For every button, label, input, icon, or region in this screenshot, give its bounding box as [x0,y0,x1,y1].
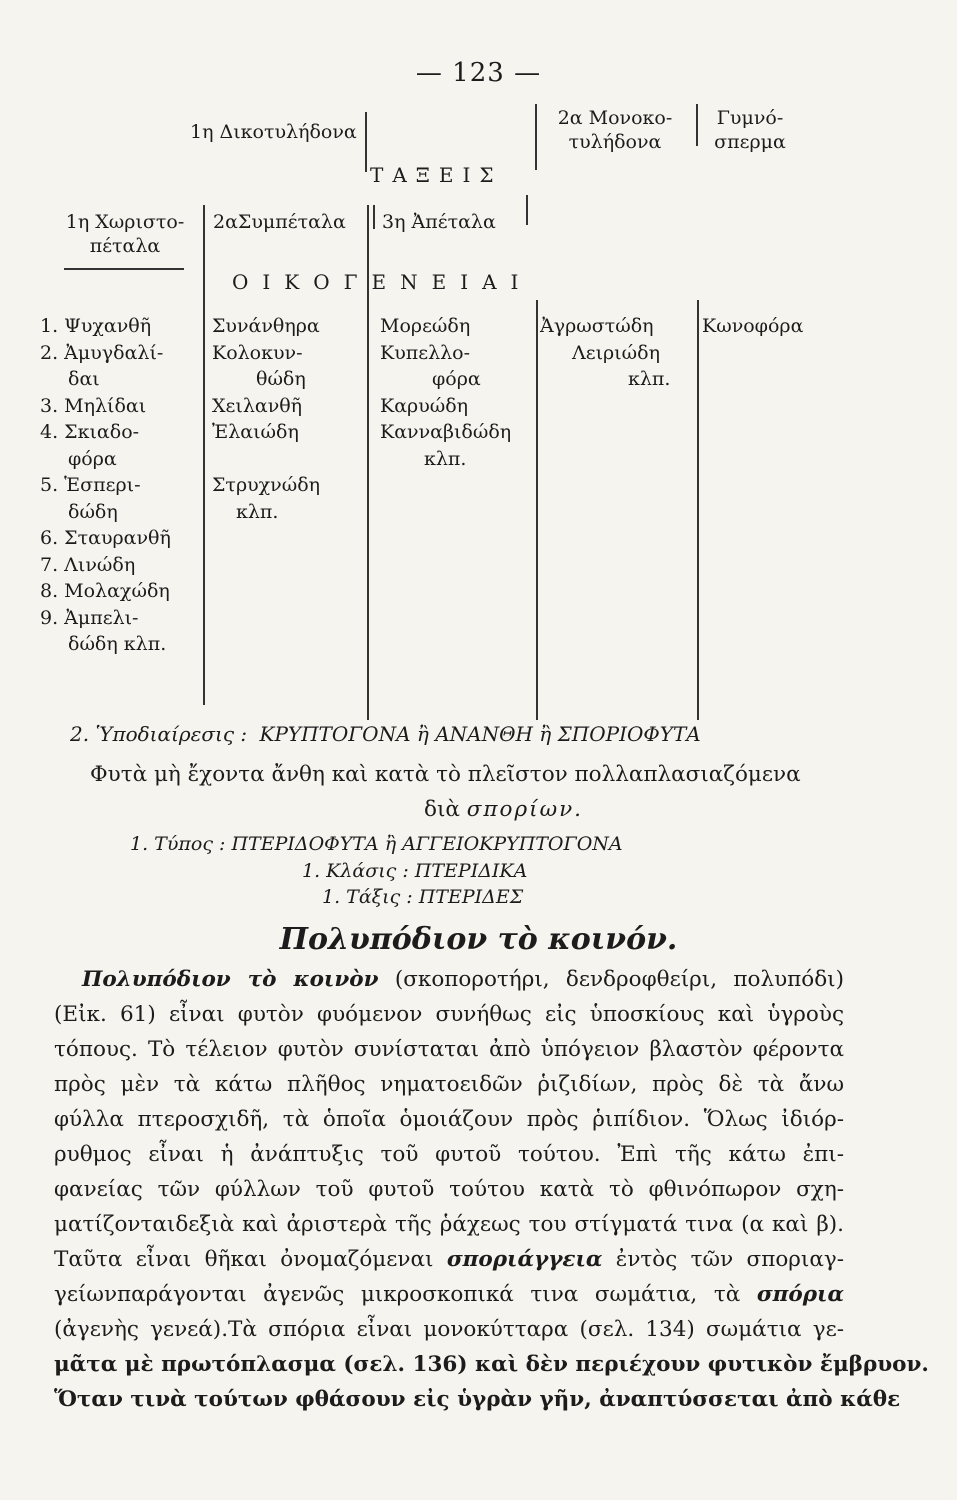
text: γείωνπαράγονται ἀγενῶς μικροσκοπικά τινα σωμάτια, τὰ [54,1282,741,1307]
paragraph-line: φύλλα πτεροσχιδῆ, τὰ ὁποῖα ὁμοιάζουν πρὸς ῥιπίδιον. Ὅλως ἰδιόρ- [54,1107,844,1132]
class-gymno-line: Γυμνό- [716,107,784,129]
paragraph-line: (ἀγενὴς γενεά).Τὰ σπόρια εἶναι μονοκύτταρα (σελ. 134) σωμάτια γε- [54,1317,844,1342]
order-choripetala-line: 1η Χωριστο- [65,211,185,233]
family-col-3 [380,313,511,472]
order-choripetala-line: πέταλα [89,235,161,257]
family-item: κλπ. [424,447,467,470]
family-item: 6. Σταυρανθῆ [40,527,171,549]
family-item: Καρυώδη [380,394,469,417]
type-heading [130,833,623,855]
table-rule [536,300,538,720]
order-label: 1. Τάξις : [322,886,413,908]
type-value: ΠΤΕΡΙΔΟΦΥΤΑ ἢ ΑΓΓΕΙΟΚΡΥΠΤΟΓΟΝΑ [231,833,623,855]
table-rule [696,104,698,146]
family-item: κλπ. [628,368,671,390]
family-item: Στρυχνώδη [212,474,321,496]
orders-title: ΤΑΞΕΙΣ [370,163,503,187]
paragraph-line [82,966,844,994]
desc-text: διὰ [424,797,460,822]
family-item: φόρα [432,368,481,390]
table-rule [535,104,537,170]
family-item: 8. Μολαχώδη [40,580,170,602]
table-rule [373,205,375,229]
subdivision-name: ΚΡΥΠΤΟΓΟΝΑ ἢ ΑΝΑΝΘΗ ἢ ΣΠΟΡΙΟΦΥΤΑ [259,722,701,746]
family-item: δώδη [68,500,118,523]
text: Ταῦτα εἶναι θῆκαι ὀνομαζόμεναι [54,1247,434,1272]
class-monocot-line: 2α Μονοκο- [557,107,673,129]
family-col-4 [540,313,670,393]
family-item: δαι [68,368,100,390]
order-value: ΠΤΕΡΙΔΕΣ [418,886,524,908]
class-monocot [545,106,685,154]
page-number: — 123 — [415,58,542,88]
family-item: Συνάνθηρα [212,315,320,337]
family-item: 5. Ἑσπερι- [40,474,141,496]
order-apetala: 3η Ἀπέταλα [382,211,496,233]
species-name-bold: Πολυπόδιον τὸ κοινὸν [82,967,379,992]
family-col-1 [40,313,171,658]
family-item: Κυπελλο- [380,341,471,364]
family-item: θώδη [256,368,306,390]
text: ἐντὸς τῶν σποριαγ- [615,1247,844,1272]
paragraph-line [54,1246,844,1274]
class-heading [302,860,527,882]
spacer [212,446,320,473]
paragraph-line: (Εἰκ. 61) εἶναι φυτὸν φυόμενον συνήθως εἰς ὑποσκίους καὶ ὑγροὺς [54,1002,844,1027]
term-emphasis: σποριάγγεια [446,1247,603,1272]
family-item: Κωνοφόρα [702,315,804,337]
family-item: 2. Ἀμυγδαλί- [40,341,164,364]
family-item: 3. Μηλίδαι [40,394,147,417]
class-gymno-line: σπερμα [714,131,786,153]
subdivision-heading [70,722,701,746]
subdivision-description: Φυτὰ μὴ ἔχοντα ἄνθη καὶ κατὰ τὸ πλεῖστον πολλαπλασιαζόμενα [90,762,801,787]
class-value: ΠΤΕΡΙΔΙΚΑ [414,860,528,882]
family-item: 7. Λινώδη [40,553,136,576]
type-label: 1. Τύπος : [130,833,226,855]
class-monocot-line: τυλήδονα [568,131,662,153]
family-item: Λειριώδη [572,341,660,364]
family-item: Κολοκυν- [212,341,303,364]
family-item: 9. Ἀμπελι- [40,606,139,629]
family-item: Χειλανθῆ [212,394,303,417]
class-dicot: 1η Δικοτυλήδονα [190,121,357,143]
class-gymno [700,106,800,154]
paragraph-line: ματίζονταιδεξιὰ καὶ ἀριστερὰ τῆς ῥάχεως του στίγματά τινα (α καὶ β). [54,1212,844,1237]
table-rule [203,205,205,705]
family-col-2 [212,313,320,525]
family-item: φόρα [68,447,117,470]
table-rule [526,195,528,225]
family-item: δώδη κλπ. [68,633,167,655]
family-item: Ἐλαιώδη [212,421,299,443]
family-item: 4. Σκιαδο- [40,421,140,443]
family-item: Ἀγρωστώδη [540,315,654,337]
vernacular-names: (σκοποροτήρι, δενδροφθείρι, πολυπόδι) [394,967,844,992]
term-emphasis: σπόρια [756,1282,844,1307]
paragraph-line [54,1281,844,1309]
paragraph-line: τόπους. Τὸ τέλειον φυτὸν συνίσταται ἀπὸ ὑπόγειον βλαστὸν φέροντα [54,1037,844,1062]
desc-emphasis: σπορίων. [466,797,584,822]
subdivision-label: 2. Ὑποδιαίρεσις : [70,722,248,746]
paragraph-line: πρὸς μὲν τὰ κάτω πλῆθος νηματοειδῶν ῥιζιδίων, πρὸς δὲ τὰ ἄνω [54,1072,844,1097]
paragraph-line: φανείας τῶν φύλλων τοῦ φυτοῦ τούτου κατὰ τὸ φθινόπωρον σχη- [54,1177,844,1202]
family-item: κλπ. [236,500,279,523]
table-rule [365,112,367,172]
family-item: 1. Ψυχανθῆ [40,315,152,337]
family-col-5 [702,313,803,340]
subdivision-description-2 [424,797,583,822]
paragraph-line: ρυθμος εἶναι ἡ ἀνάπτυξις τοῦ φυτοῦ τούτου. Ἐπὶ τῆς κάτω ἐπι- [54,1142,844,1167]
family-item: Μορεώδη [380,315,471,337]
order-heading [322,886,523,908]
table-rule [697,300,699,720]
family-item: Κανναβιδώδη [380,421,512,443]
table-rule [64,268,184,270]
order-choripetala [50,210,200,258]
class-label: 1. Κλάσις : [302,860,409,882]
order-sympetala: 2αΣυμπέταλα [213,211,346,233]
species-title: Πολυπόδιον τὸ κοινόν. [279,922,678,957]
paragraph-line: μᾶτα μὲ πρωτόπλασμα (σελ. 136) καὶ δὲν περιέχουν φυτικὸν ἔμβρυον. [54,1352,929,1377]
paragraph-line: Ὅταν τινὰ τούτων φθάσουν εἰς ὑγρὰν γῆν, ἀναπτύσσεται ἀπὸ κάθε [54,1387,901,1412]
families-title: ΟΙΚΟΓΕΝΕΙΑΙ [232,270,533,294]
